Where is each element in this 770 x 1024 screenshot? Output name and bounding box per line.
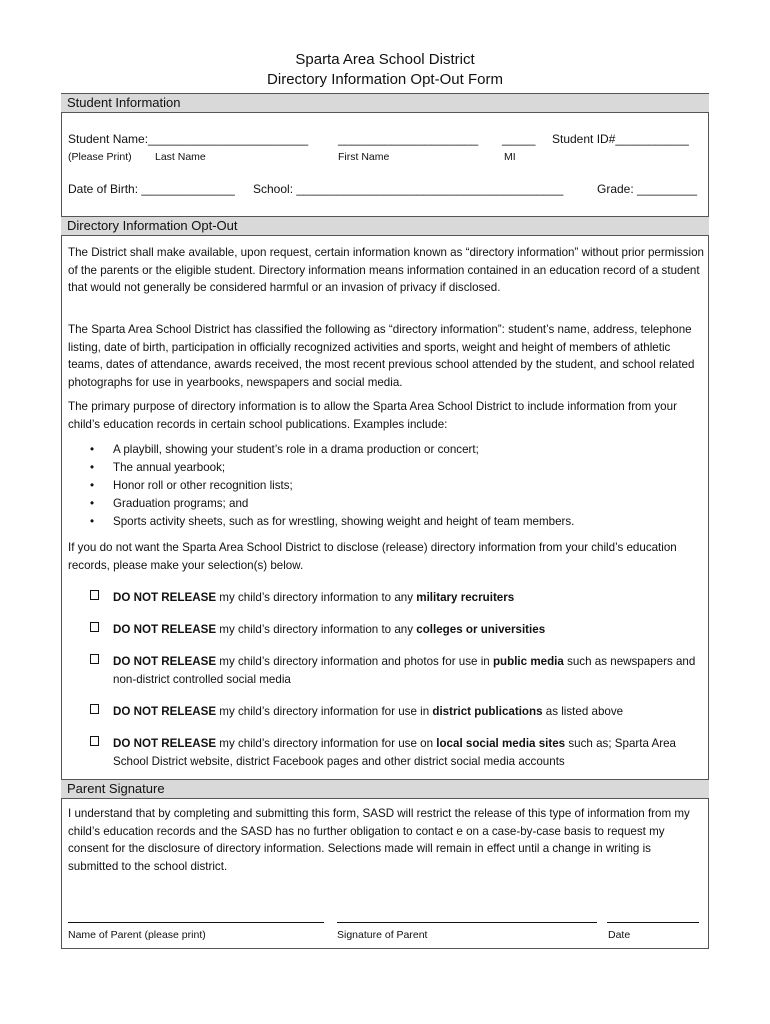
option-post: such as; Sparta Area School District website, district Facebook pages and other district social media accounts [113,737,676,768]
date-caption: Date [608,929,631,941]
first-name-field[interactable]: _____________________ [338,132,479,146]
list-item-text: A playbill, showing your student’s role in a drama production or concert; [113,443,479,456]
please-print-note: (Please Print) [68,151,132,163]
option-pre: my child’s directory information and photos for use in [216,655,493,668]
optout-paragraph-4 [68,539,704,574]
option-pre: my child’s directory information to any [216,591,417,604]
district-title: Sparta Area School District [295,51,475,68]
mi-caption: MI [504,151,516,163]
list-item-text: Honor roll or other recognition lists; [113,478,293,492]
school-field[interactable]: School: ________________________________________ [253,182,564,196]
parent-name-caption: Name of Parent (please print) [68,929,206,941]
bullet-icon: • [90,478,95,492]
option-bold: public media [492,655,564,668]
checkbox-icon[interactable] [90,622,99,632]
do-not-release-label: DO NOT RELEASE [113,623,217,636]
bullet-icon: • [90,514,95,528]
last-name-caption: Last Name [155,151,206,163]
bullet-icon: • [90,460,95,474]
option-bold: local social media sites [436,737,566,750]
option-pre: my child’s directory information for use in [216,705,433,718]
signature-statement [68,805,704,875]
checkbox-icon[interactable] [90,736,99,746]
optout-paragraph-2 [68,321,704,391]
list-item [68,441,704,459]
paragraph-text: I understand that by completing and submitting this form, SASD will restrict the release of this type of information from my child’s education records and the SASD has no further obligation to contact e on a case-by-case basis to request my consent for the disclosure of directory information. Selections made will remain in effect until a change in writing is submitted to the school district. [68,807,690,873]
student-section-heading: Student Information [61,93,709,113]
date-of-birth-field[interactable]: Date of Birth: ______________ [68,182,235,196]
student-name-field[interactable]: Student Name:________________________ [68,132,309,146]
option-text [113,621,698,639]
paragraph-text: The District shall make available, upon request, certain information known as “directory information” without prior permission of the parents or the eligible student. Directory information means information contained in an education record of a student that would not generally be considered harmful or an invasion of privacy if disclosed. [68,246,704,294]
first-name-caption: First Name [338,151,390,163]
list-item [68,513,704,531]
list-item-text: The annual yearbook; [113,460,226,474]
list-item-text: Sports activity sheets, such as for wrestling, showing weight and height of team members. [113,514,575,528]
paragraph-text: If you do not want the Sparta Area School District to disclose (release) directory information from your child’s education records, please make your selection(s) below. [68,541,677,572]
middle-initial-field[interactable]: _____ [502,132,536,146]
do-not-release-label: DO NOT RELEASE [113,655,217,668]
checkbox-icon[interactable] [90,590,99,600]
signature-section-heading: Parent Signature [61,779,709,799]
option-post: as listed above [542,705,624,718]
list-item [68,477,704,495]
grade-field[interactable]: Grade: _________ [597,182,698,196]
examples-list [68,441,704,531]
option-text [113,653,698,688]
option-pre: my child’s directory information to any [216,623,417,636]
student-id-field[interactable]: Student ID#___________ [552,132,689,146]
form-title: Directory Information Opt-Out Form [267,71,503,88]
option-pre: my child’s directory information for use on [216,737,437,750]
option-text [113,703,698,721]
option-text [113,589,698,607]
bullet-icon: • [90,496,95,510]
list-item [68,495,704,513]
do-not-release-label: DO NOT RELEASE [113,705,217,718]
signature-caption: Signature of Parent [337,929,428,941]
paragraph-text: The primary purpose of directory information is to allow the Sparta Area School District to include information from your child’s education records in certain school publications. Examples include: [68,400,677,431]
parent-name-line[interactable] [68,922,324,923]
optout-paragraph-1 [68,244,704,297]
checkbox-icon[interactable] [90,704,99,714]
bullet-icon: • [90,443,95,456]
option-bold: military recruiters [416,591,515,604]
option-bold: colleges or universities [416,623,546,636]
do-not-release-label: DO NOT RELEASE [113,591,217,604]
checkbox-icon[interactable] [90,654,99,664]
option-post: such as newspapers and non-district controlled social media [113,655,696,686]
optout-paragraph-3 [68,398,704,433]
date-line[interactable] [607,922,699,923]
do-not-release-label: DO NOT RELEASE [113,737,217,750]
optout-section-heading: Directory Information Opt-Out [61,216,709,236]
list-item [68,459,704,477]
paragraph-text: The Sparta Area School District has classified the following as “directory information”: student’s name, address, telephone listing, date of birth, participation in officially recognized activities and sports, weight and height of members of athletic teams, dates of attendance, awards received, the most recent previous school attended by the student, and school related photographs for use in yearbooks, newspapers and social media. [68,323,695,389]
option-text [113,735,698,770]
option-bold: district publications [432,705,543,718]
list-item-text: Graduation programs; and [113,496,249,510]
signature-line[interactable] [337,922,597,923]
